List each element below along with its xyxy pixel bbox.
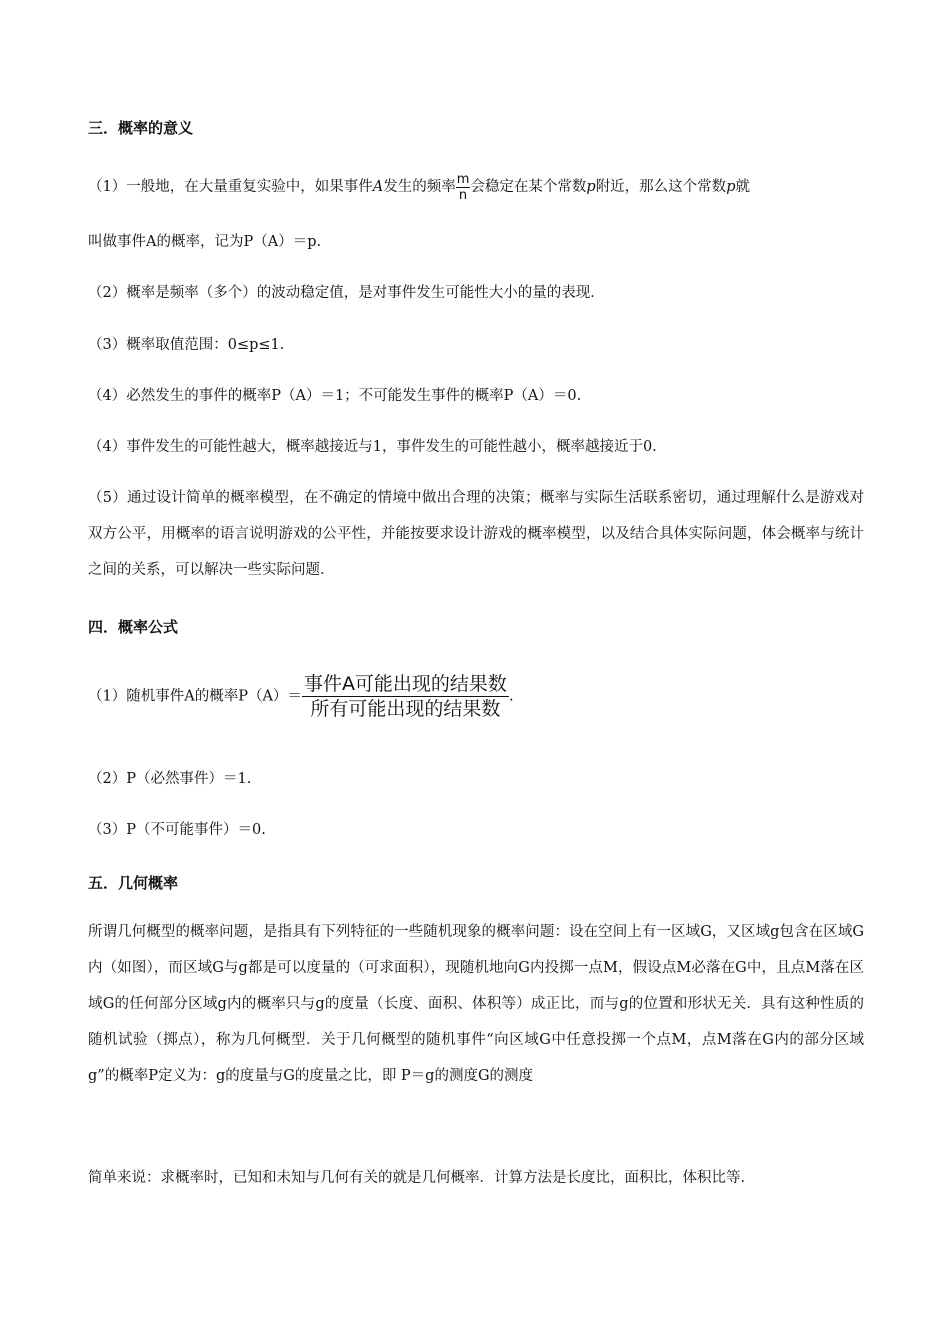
formula-item-2: （2）P（必然事件）＝1. bbox=[88, 771, 252, 787]
item-4a: （4）必然发生的事件的概率P（A）＝1；不可能发生事件的概率P（A）＝0. bbox=[88, 388, 582, 404]
item-1-line-2: 叫做事件A的概率，记为P（A）＝p. bbox=[88, 234, 322, 250]
item-4b: （4）事件发生的可能性越大，概率越接近与1，事件发生的可能性越小，概率越接近于0. bbox=[88, 439, 657, 455]
heading-geometric-probability: 五．几何概率 bbox=[88, 874, 179, 892]
frequency-fraction bbox=[456, 172, 471, 203]
item-1-text-e: 就 bbox=[735, 179, 750, 195]
item-2: （2）概率是频率（多个）的波动稳定值，是对事件发生可能性大小的量的表现． bbox=[88, 285, 605, 301]
fraction-numerator-m: m bbox=[456, 171, 470, 187]
formula-denominator: 所有可能出现的结果数 bbox=[310, 698, 501, 720]
item-1-constant-p-2: p bbox=[726, 179, 736, 195]
item-3: （3）概率取值范围：0≤p≤1. bbox=[88, 337, 285, 353]
item-1-text-c: 会稳定在某个常数 bbox=[470, 179, 587, 195]
item-1-text-d: 附近，那么这个常数 bbox=[595, 179, 727, 195]
formula-line bbox=[88, 672, 864, 721]
geometric-summary: 简单来说：求概率时，已知和未知与几何有关的就是几何概率．计算方法是长度比，面积比，体积比等． bbox=[88, 1170, 755, 1186]
item-1-definition bbox=[88, 170, 864, 204]
heading-probability-formula: 四．概率公式 bbox=[88, 618, 179, 636]
formula-item-3: （3）P（不可能事件）＝0. bbox=[88, 822, 266, 838]
item-5: （5）通过设计简单的概率模型，在不确定的情境中做出合理的决策；概率与实际生活联系密切，通过理解什么是游戏对双方公平，用概率的语言说明游戏的公平性，并能按要求设计游戏的概率模型，以及结合具体实际问题，体会概率与统计之间的关系，可以解决一些实际问题． bbox=[88, 490, 864, 578]
fraction-denominator-n: n bbox=[458, 187, 468, 203]
item-1-constant-p: p bbox=[586, 179, 596, 195]
item-1-text-b: 发生的频率 bbox=[383, 179, 456, 195]
formula-prefix: （1）随机事件A的概率P（A）＝ bbox=[88, 688, 302, 705]
formula-numerator: 事件A可能出现的结果数 bbox=[303, 673, 507, 695]
item-1-event-a: A bbox=[372, 179, 384, 195]
formula-suffix: . bbox=[508, 688, 514, 705]
item-1-text-a: （1）一般地，在大量重复实验中，如果事件 bbox=[88, 179, 373, 195]
geometric-paragraph: 所谓几何概型的概率问题，是指具有下列特征的一些随机现象的概率问题：设在空间上有一区域G，又区域g包含在区域G内（如图），而区域G与g都是可以度量的（可求面积），现随机地向G内投掷一点M，假设点M必落在G中，且点M落在区域G的任何部分区域g内的概率只与g的度量（长度、面积、体积等）成正比，而与g的位置和形状无关．具有这种性质的随机试验（掷点），称为几何概型．关于几何概型的随机事件“向区域G中任意投掷一个点M，点M落在G内的部分区域g”的概率P定义为：g的度量与G的度量之比，即 P＝g的测度G的测度 bbox=[88, 924, 864, 1084]
heading-probability-meaning: 三．概率的意义 bbox=[88, 119, 194, 137]
probability-fraction bbox=[302, 672, 509, 721]
